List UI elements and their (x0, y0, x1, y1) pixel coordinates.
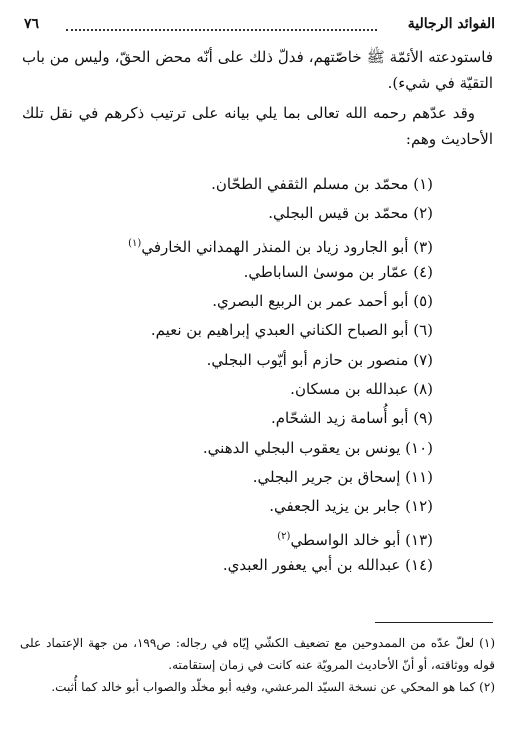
paragraph-1: فاستودعته الأئمّة ﷺ خاصّتهم، فدلّ ذلك على أنّه محض الحقّ، وليس من باب التقيّة في شيء). (22, 48, 493, 92)
list-item: (٩) أبو أُسامة زيد الشحّام. (270, 409, 433, 428)
list-item: (٨) عبدالله بن مسكان. (290, 380, 433, 399)
footnotes (20, 632, 495, 698)
list-item: (٤) عمّار بن موسىٰ الساباطي. (243, 262, 433, 281)
list-item: (١١) إسحاق بن جرير البجلي. (252, 467, 433, 486)
list-item: (١) محمّد بن مسلم الثقفي الطحّان. (211, 175, 433, 193)
list-item: (٦) أبو الصباح الكناني العبدي إبراهيم بن نعيم. (150, 321, 433, 340)
list-item: (١٤) عبدالله بن أبي يعفور العبدي. (222, 555, 433, 574)
footnote-2: (٢) كما هو المحكي عن نسخة السيّد المرعشي، وفيه أبو مخلّد والصواب أبو خالد كما أُثبت. (51, 680, 495, 694)
footnote-ref: (٢) (277, 530, 291, 542)
page-number: ٧٦ (24, 16, 40, 32)
list-item: (٣) أبو الجارود زياد بن المنذر الهمداني الخارفي$^{(١)}$ (128, 237, 433, 256)
list-item: (١٣) أبو خالد الواسطي$^{(٢)}$ (277, 530, 433, 549)
running-title: الفوائد الرجالية (407, 16, 495, 32)
header-leader-dots (66, 29, 377, 31)
footnote-ref: (١) (128, 237, 142, 249)
list-item: (١٢) جابر بن يزيد الجعفي. (269, 497, 433, 516)
list-item: (٥) أبو أحمد عمر بن الربيع البصري. (212, 292, 433, 311)
list-item: (٢) محمّد بن قيس البجلي. (268, 204, 433, 223)
body-text (22, 44, 493, 156)
list-item: (٧) منصور بن حازم أبو أيّوب البجلي. (206, 350, 433, 369)
list-item: (١٠) يونس بن يعقوب البجلي الدهني. (202, 438, 433, 457)
footnote-1: (١) لعلّ عدّه من الممدوحين مع تضعيف الكشّي إيّاه في رجاله: ص١٩٩، من جهة الإعتماد على قوله ووثاقته، أو أنّ الأحاديث المرويّة عنه كانت في زمان إستقامته. (20, 636, 495, 672)
narrators-list (40, 170, 433, 580)
paragraph-2: وقد عدّهم رحمه الله تعالى بما يلي بيانه على ترتيب ذكرهم في نقل تلك الأحاديث وهم: (22, 104, 493, 148)
running-header (22, 16, 495, 38)
footnote-separator (375, 622, 493, 623)
